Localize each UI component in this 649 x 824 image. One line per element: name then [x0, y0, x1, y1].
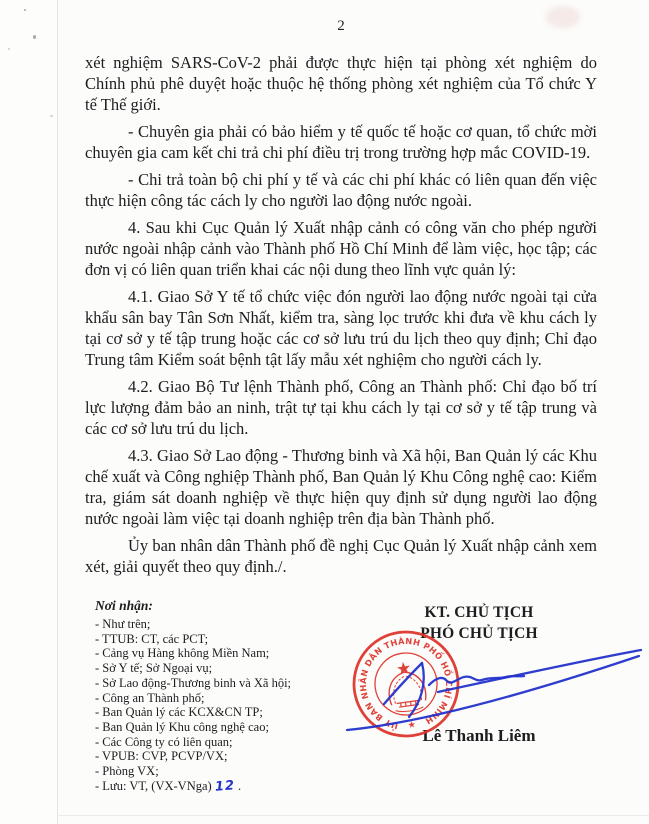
body-paragraph-continuation: xét nghiệm SARS-CoV-2 phải được thực hiện tại phòng xét nghiệm do Chính phủ phê duyệt hoặc thuộc hệ thống phòng xét nghiệm của Tổ chức Y tế Thế giới. [85, 53, 597, 114]
body-paragraph-bullet-2: - Chi trả toàn bộ chi phí y tế và các chi phí khác có liên quan đến việc thực hiện công tác cách ly cho người lao động nước ngoài. [85, 170, 597, 210]
signature-stroke [409, 663, 424, 717]
recipient-item: - Sở Lao động-Thương binh và Xã hội; [95, 675, 292, 690]
recipients-heading: Nơi nhận: [95, 598, 153, 613]
seal-bottom-star-icon: ★ [407, 720, 417, 732]
recipient-item: - TTUB: CT, các PCT; [95, 631, 209, 646]
recipient-item: - Như trên; [95, 617, 151, 631]
signature-stroke [384, 663, 422, 704]
recipient-item: - Ban Quản lý các KCX&CN TP; [95, 705, 263, 720]
recipient-item: - Sở Y tế; Sở Ngoại vụ; [95, 661, 213, 676]
recipient-item: - Phòng VX; [95, 764, 159, 779]
seal-curved-text: ỦY BAN NHÂN DÂN THÀNH PHỐ HỒ CHÍ MINH [357, 635, 455, 732]
body-paragraph-item-4: 4. Sau khi Cục Quản lý Xuất nhập cảnh có công văn cho phép người nước ngoài nhập cảnh vào Thành phố Hồ Chí Minh để làm việc, học tập; các đơn vị có liên quan triển khai các nội dung theo lĩnh vực quản lý: [85, 218, 597, 279]
signer-role-kt: KT. CHỦ TỊCH [424, 604, 534, 621]
signer-name: Lê Thanh Liêm [422, 726, 536, 745]
body-paragraph-bullet-1: - Chuyên gia phải có bảo hiểm y tế quốc tế hoặc cơ quan, tổ chức mời chuyên gia cam kết chi trả chi phí điều trị trong trường hợp mắc COVID-19. [85, 122, 597, 162]
archive-note-suffix: . [234, 778, 242, 793]
body-paragraph-item-4-3: 4.3. Giao Sở Lao động - Thương binh và Xã hội, Ban Quản lý các Khu chế xuất và Công nghiệp Thành phố, Ban Quản lý Khu Công nghệ cao: Kiểm tra, giám sát doanh nghiệp về thực hiện quy định sử dụng người lao động nước ngoài làm việc tại doanh nghiệp trên địa bàn Thành phố. [85, 446, 597, 528]
body-paragraph-item-4-1: 4.1. Giao Sở Y tế tổ chức việc đón người lao động nước ngoài tại cửa khẩu sân bay Tân Sơn Nhất, kiểm tra, sàng lọc trước khi đưa về khu cách ly tại cơ sở y tế tập trung hoặc các cơ sở lưu trú du lịch theo quy định; Chỉ đạo Trung tâm Kiểm soát bệnh tật lấy mẫu xét nghiệm cho người cách ly. [85, 287, 597, 369]
signature-stroke [438, 650, 641, 692]
recipient-item: - Ban Quản lý Khu công nghệ cao; [95, 719, 269, 734]
handwritten-number: 12 [214, 778, 236, 795]
recipient-item: - Các Công ty có liên quan; [95, 734, 233, 749]
recipient-item: - Công an Thành phố; [95, 690, 205, 705]
body-paragraph-closing: Ủy ban nhân dân Thành phố đề nghị Cục Quản lý Xuất nhập cảnh xem xét, giải quyết theo quy định./. [85, 536, 597, 576]
page-number: 2 [337, 18, 345, 34]
recipient-item: - Cảng vụ Hàng không Miền Nam; [95, 646, 270, 661]
seal-center-star-icon: ★ [394, 658, 413, 681]
body-paragraph-item-4-2: 4.2. Giao Bộ Tư lệnh Thành phố, Công an Thành phố: Chỉ đạo bố trí lực lượng đảm bảo an ninh, trật tự tại khu cách ly tại cơ sở y tế tập trung và các cơ sở lưu trú du lịch. [85, 377, 597, 438]
signer-role-deputy: PHÓ CHỦ TỊCH [420, 625, 538, 642]
signature-stroke [347, 656, 639, 730]
recipient-item: - VPUB: CVP, PCVP/VX; [95, 749, 228, 764]
archive-note-prefix: - Lưu: VT, (VX-VNga) [95, 778, 215, 793]
